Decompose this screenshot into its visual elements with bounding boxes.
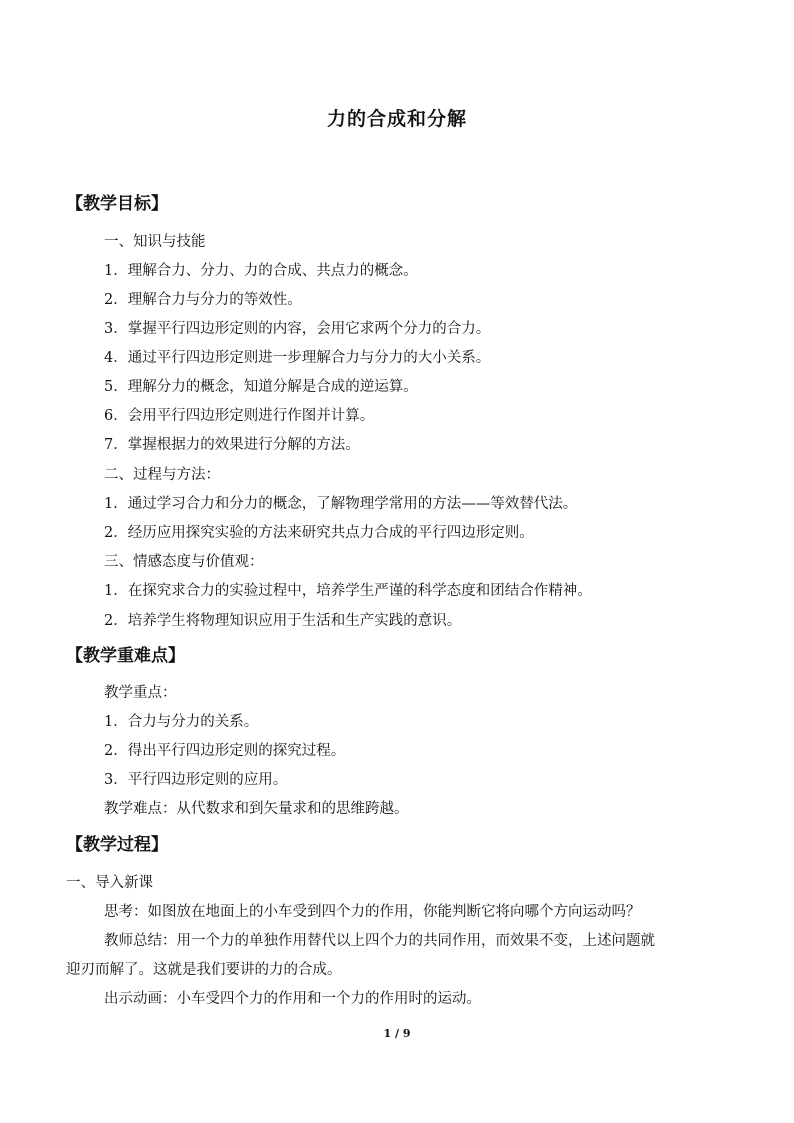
- part-heading-intro: 一、导入新课: [66, 875, 153, 891]
- list-item: 5．理解分力的概念，知道分解是合成的逆运算。: [104, 379, 418, 395]
- list-item: 2．理解合力与分力的等效性。: [104, 292, 302, 308]
- paragraph-summary-line1: 教师总结：用一个力的单独作用替代以上四个力的共同作用，而效果不变，上述问题就: [104, 933, 655, 949]
- paragraph-animation: 出示动画：小车受四个力的作用和一个力的作用时的运动。: [104, 991, 481, 1007]
- section-heading-process: 【教学过程】: [66, 835, 168, 855]
- list-item: 3．平行四边形定则的应用。: [104, 772, 288, 788]
- paragraph-think: 思考：如图放在地面上的小车受到四个力的作用，你能判断它将向哪个方向运动吗？: [104, 904, 641, 920]
- subheading-knowledge-skills: 一、知识与技能: [104, 234, 206, 250]
- list-item: 1．通过学习合力和分力的概念，了解物理学常用的方法——等效替代法。: [104, 496, 578, 512]
- list-item: 1．在探究求合力的实验过程中，培养学生严谨的科学态度和团结合作精神。: [104, 583, 592, 599]
- subheading-attitude-values: 三、情感态度与价值观：: [104, 554, 264, 570]
- list-item: 6．会用平行四边形定则进行作图并计算。: [104, 408, 375, 424]
- subheading-process-methods: 二、过程与方法：: [104, 467, 220, 483]
- list-item: 4．通过平行四边形定则进一步理解合力与分力的大小关系。: [104, 350, 491, 366]
- page-number: 1 / 9: [383, 1027, 411, 1040]
- difficulty-text: 教学难点：从代数求和到矢量求和的思维跨越。: [104, 801, 409, 817]
- list-item: 3．掌握平行四边形定则的内容，会用它求两个分力的合力。: [104, 321, 491, 337]
- page-title: 力的合成和分解: [326, 108, 467, 130]
- paragraph-summary-line2: 迎刃而解了。这就是我们要讲的力的合成。: [66, 962, 342, 978]
- section-heading-objectives: 【教学目标】: [66, 194, 168, 214]
- list-item: 2．经历应用探究实验的方法来研究共点力合成的平行四边形定则。: [104, 525, 534, 541]
- list-item: 7．掌握根据力的效果进行分解的方法。: [104, 437, 360, 453]
- section-heading-key-points: 【教学重难点】: [66, 646, 185, 666]
- list-item: 2．得出平行四边形定则的探究过程。: [104, 743, 346, 759]
- list-item: 1．理解合力、分力、力的合成、共点力的概念。: [104, 263, 418, 279]
- focus-label: 教学重点：: [104, 685, 177, 701]
- list-item: 1．合力与分力的关系。: [104, 714, 259, 730]
- list-item: 2．培养学生将物理知识应用于生活和生产实践的意识。: [104, 613, 462, 629]
